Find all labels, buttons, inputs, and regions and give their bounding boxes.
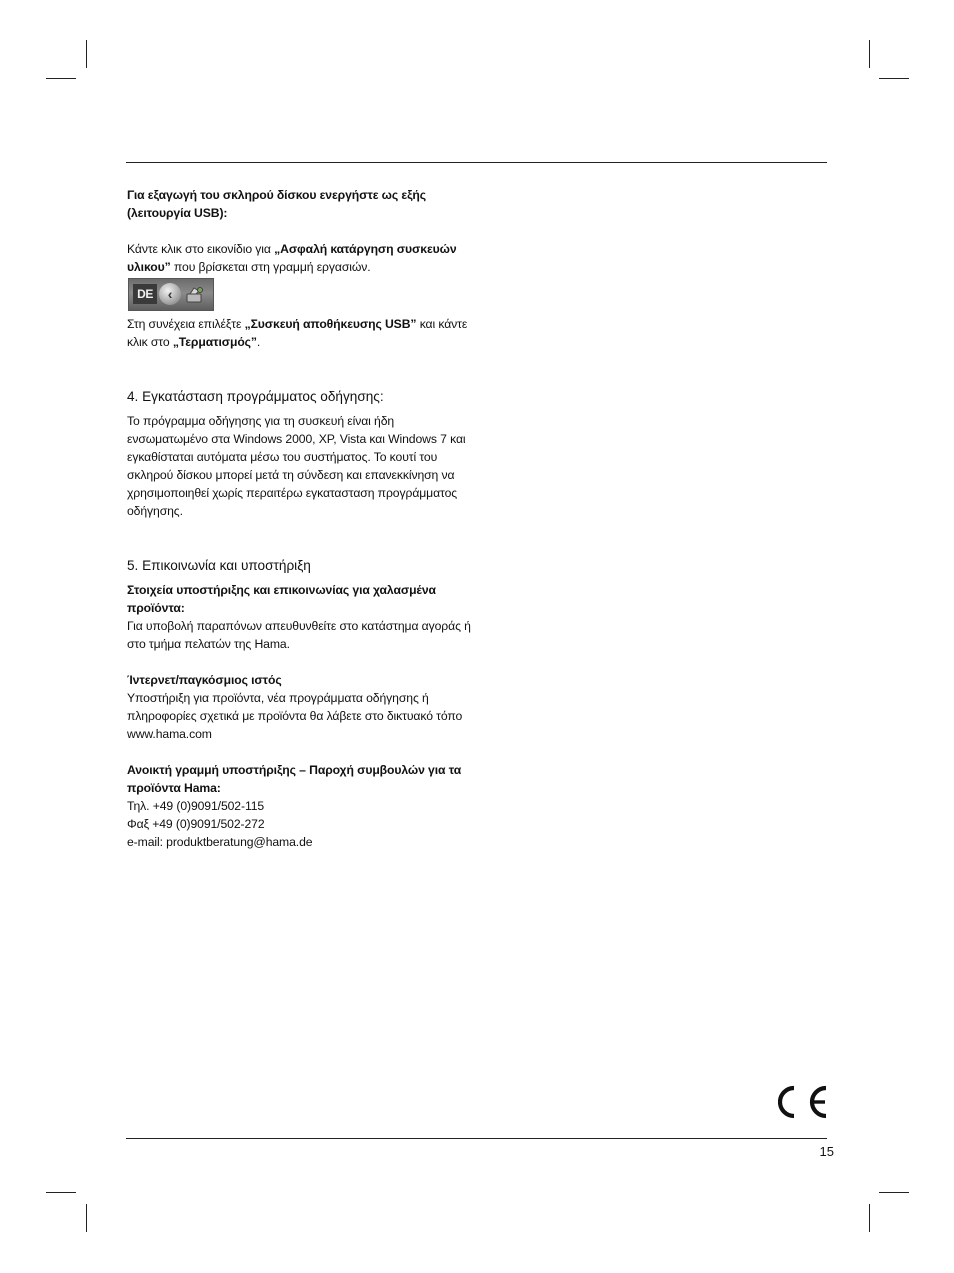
usb-step-1 [127, 240, 472, 276]
contact-body: Για υποβολή παραπόνων απευθυνθείτε στο κατάστημα αγοράς ή στο τμήμα πελατών της Hama. [127, 619, 471, 651]
spacer [127, 520, 472, 557]
crop-mark-top-left-horizontal [46, 78, 76, 79]
spacer [127, 351, 472, 388]
footer-rule [126, 1138, 827, 1139]
usb-step-2 [127, 315, 472, 351]
hotline-heading: Ανοικτή γραμμή υποστήριξης – Παροχή συμβουλών για τα προϊόντα Hama: [127, 763, 462, 795]
driver-section-title: 4. Εγκατάσταση προγράμματος οδήγησης: [127, 389, 384, 404]
ce-mark-icon [778, 1085, 830, 1119]
crop-mark-top-right-horizontal [879, 78, 909, 79]
spacer [127, 743, 472, 761]
usb-step-2-post: . [256, 335, 261, 349]
driver-section-body: Το πρόγραμμα οδήγησης για τη συσκευή είναι ήδη ενσωματωμένο στα Windows 2000, XP, Vista και Windows 7 και εγκαθίσταται αυτόματα μέσω του συστήματος. Το κουτί του σκληρού δίσκου μπορεί μετά τη σύνδεση και επανεκκίνηση να χρησιμοποιηθεί χωρίς περαιτέρω εγκατασταση προγράμματος οδήγησης. [127, 414, 466, 518]
crop-mark-bottom-right-horizontal [879, 1192, 909, 1193]
hotline-fax: Φαξ +49 (0)9091/502-272 [127, 817, 265, 831]
crop-mark-bottom-left-vertical [86, 1204, 87, 1232]
usb-step-1-pre: Κάντε κλικ στο εικονίδιο για [127, 242, 275, 256]
internet-body: Υποστήριξη για προϊόντα, νέα προγράμματα οδήγησης ή πληροφορίες σχετικά με προϊόντα θα λάβετε στο δικτυακό τόπο www.hama.com [127, 691, 463, 741]
internet-heading: Ίντερνετ/παγκόσμιος ιστός [127, 673, 282, 687]
usb-step-2-bold-device: „Συσκευή αποθήκευσης USB” [244, 317, 417, 331]
taskbar-tray-image [128, 278, 214, 311]
usb-step-2-mid: και κάντε κλικ στο [127, 317, 468, 349]
header-rule [126, 162, 827, 163]
spacer [127, 653, 472, 671]
usb-step-1-bold: „Ασφαλή κατάργηση συσκευών υλικου” [127, 242, 457, 274]
language-indicator: DE [133, 284, 157, 304]
crop-mark-bottom-right-vertical [869, 1204, 870, 1232]
hotline-phone: Τηλ. +49 (0)9091/502-115 [127, 799, 265, 813]
page-number: 15 [819, 1144, 834, 1159]
usb-step-2-bold-stop: „Τερματισμός” [172, 335, 257, 349]
hotline-email: e-mail: produktberatung@hama.de [127, 835, 313, 849]
chevron-left-icon: ‹ [159, 283, 181, 305]
support-section-title: 5. Επικοινωνία και υποστήριξη [127, 558, 311, 573]
usb-removal-heading: Για εξαγωγή του σκληρού δίσκου ενεργήστε ως εξής (λειτουργία USB): [127, 188, 426, 220]
usb-step-2-pre: Στη συνέχεια επιλέξτε [127, 317, 245, 331]
spacer [127, 222, 472, 240]
crop-mark-top-right-vertical [869, 40, 870, 68]
usb-step-1-post: που βρίσκεται στη γραμμή εργασιών. [170, 260, 371, 274]
crop-mark-top-left-vertical [86, 40, 87, 68]
contact-heading: Στοιχεία υποστήριξης και επικοινωνίας για χαλασμένα προϊόντα: [127, 583, 436, 615]
crop-mark-bottom-left-horizontal [46, 1192, 76, 1193]
content-column [127, 186, 472, 851]
safely-remove-hardware-icon [184, 285, 206, 305]
